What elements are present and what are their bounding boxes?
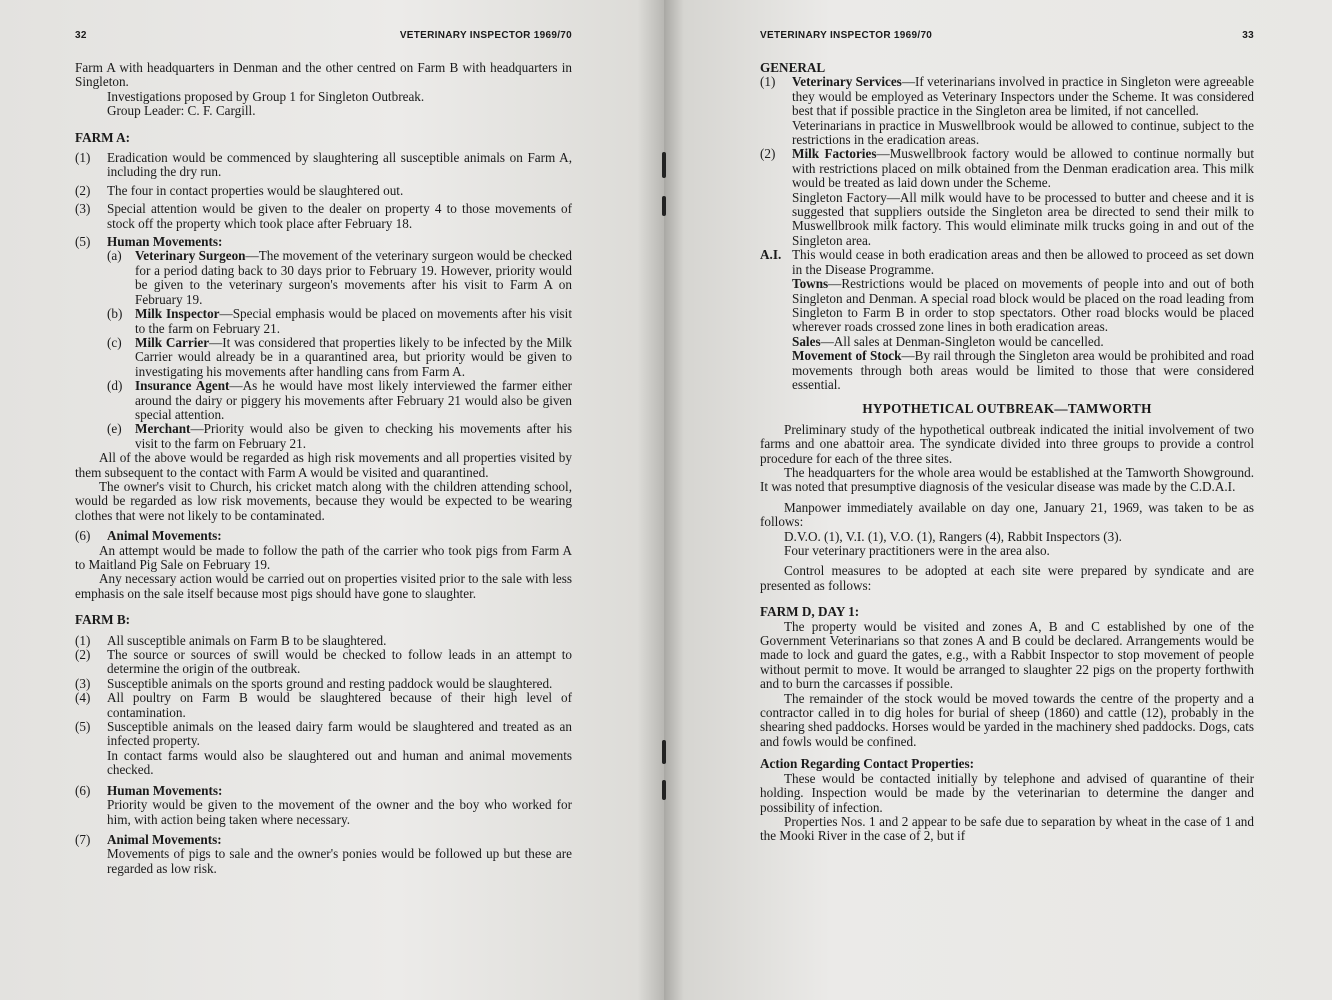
section-heading: HYPOTHETICAL OUTBREAK—TAMWORTH <box>862 401 1152 417</box>
paragraph: Properties Nos. 1 and 2 appear to be safe due to separation by wheat in the case of 1 and the Mooki River in the case of 2, but if <box>760 813 1254 844</box>
paragraph: Any necessary action would be carried out on properties visited prior to the sale with less emphasis on the sale itself because most pigs should have gone to slaughter. <box>75 571 572 601</box>
list-item: (5) Human Movements: <box>75 235 572 249</box>
running-header <box>760 30 1254 41</box>
staple-mark <box>662 780 666 800</box>
paragraph: In contact farms would also be slaughtered out and human and animal movements checked. <box>107 747 572 778</box>
list-item: (7) Animal Movements: <box>75 833 572 847</box>
paragraph: Towns—Restrictions would be placed on movements of people into and out of both Singleton and Denman. A special road block would be placed on the road leading from Singleton to Farm B in order to stop spectators. Other road blocks would be placed wherever roads crossed zone lines in both eradication areas. <box>792 276 1254 335</box>
list-item: (1) Veterinary Services—If veterinarians involved in practice in Singleton were agreeable they would be employed as Veterinary Inspectors under the Scheme. It was considered best that if possible practice in the Singleton area be limited, if not cancelled. <box>760 74 1254 119</box>
list-item: (1) Eradication would be commenced by slaughtering all susceptible animals on Farm A, including the dry run. <box>75 150 572 180</box>
list-item: (3) Susceptible animals on the sports ground and resting paddock would be slaughtered. <box>75 675 553 691</box>
staple-mark <box>662 152 666 178</box>
list-item: (5) Susceptible animals on the leased dairy farm would be slaughtered and treated as an infected property. <box>75 719 572 749</box>
running-header <box>75 30 572 41</box>
subheading: Animal Movements: <box>107 528 222 544</box>
subheading: Human Movements: <box>107 234 223 250</box>
paragraph: Preliminary study of the hypothetical outbreak indicated the initial involvement of two farms and one abattoir area. The syndicate divided into three groups to provide a control procedure for each of the three sites. <box>760 421 1254 466</box>
list-item: (4) All poultry on Farm B would be slaughtered because of their high level of contamination. <box>75 690 572 720</box>
list-item: (2) The four in contact properties would be slaughtered out. <box>75 182 404 198</box>
paragraph: All of the above would be regarded as high risk movements and all properties visited by them subsequent to the contact with Farm A would be visited and quarantined. <box>75 450 572 480</box>
paragraph: Sales—All sales at Denman-Singleton would be cancelled. <box>792 333 1104 349</box>
list-item: A.I. This would cease in both eradication areas and then be allowed to proceed as set down in the Disease Programme. <box>760 247 1254 277</box>
paragraph: Priority would be given to the movement of the owner and the boy who worked for him, with action being taken where necessary. <box>107 797 572 827</box>
paragraph: The property would be visited and zones A, B and C established by one of the Government Veterinarians so that zones A and B could be declared. Arrangements would be made to lock and guard the gates, e.g., with a Rabbit Inspector to stop movement of people without permit to move. It would be arranged to slaughter 22 pigs on the property forthwith and to burn the carcasses if possible. <box>760 618 1254 692</box>
paragraph: The remainder of the stock would be moved towards the centre of the property and a contractor called in to dig holes for burial of sheep (1860) and cattle (12), probably in the shearing shed paddocks. Horses would be yarded in the machinery shed paddocks. Dogs, cats and fowls would be confined. <box>760 690 1254 749</box>
section-heading: FARM D, DAY 1: <box>760 604 860 620</box>
list-item: (2) Milk Factories—Muswellbrook factory would be allowed to continue normally but with restrictions placed on milk obtained from the Denman eradication area. This milk would be treated as laid down under the Scheme. <box>760 146 1254 191</box>
paragraph: The owner's visit to Church, his cricket match along with the children attending school, would be regarded as low risk movements, because they would be expected to be wearing clothes that were not likely to be contaminated. <box>75 478 572 523</box>
list-item: (1) All susceptible animals on Farm B to be slaughtered. <box>75 632 387 648</box>
subheading: Human Movements: <box>107 782 223 798</box>
left-body <box>75 61 572 876</box>
paragraph: Investigations proposed by Group 1 for Singleton Outbreak. <box>107 88 425 104</box>
subheading: Animal Movements: <box>107 831 222 847</box>
paragraph: These would be contacted initially by telephone and advised of quarantine of their holding. Inspection would be made by the veterinarian to determine the danger and possibility of infection. <box>760 770 1254 815</box>
paragraph: Control measures to be adopted at each site were prepared by syndicate and are presented as follows: <box>760 563 1254 593</box>
page-number: 33 <box>1242 30 1254 41</box>
paragraph: Movement of Stock—By rail through the Singleton area would be prohibited and road movements through both areas would be limited to those that were considered essential. <box>792 348 1255 392</box>
section-heading: FARM B: <box>75 612 131 628</box>
paragraph: Manpower immediately available on day one, January 21, 1969, was taken to be as follows: <box>760 499 1254 530</box>
paragraph: Veterinarians in practice in Muswellbrook would be allowed to continue, subject to the restrictions in the eradication areas. <box>792 117 1254 148</box>
sub-item: (e) Merchant—Priority would also be given to checking his movements after his visit to the farm on February 21. <box>107 421 572 451</box>
paragraph: Four veterinary practitioners were in the area also. <box>784 543 1050 558</box>
sub-item: (d) Insurance Agent—As he would have most likely interviewed the farmer either around the dairy or piggery his movements after February 21 would also be given special attention. <box>107 378 572 422</box>
sub-item: (a) Veterinary Surgeon—The movement of the veterinary surgeon would be checked for a period dating back to 30 days prior to February 19. However, priority would be given to the veterinary surgeon's movements after his visit to Farm A on February 19. <box>107 248 573 307</box>
staple-mark <box>662 740 666 764</box>
paragraph: D.V.O. (1), V.I. (1), V.O. (1), Rangers (4), Rabbit Inspectors (3). <box>784 528 1122 544</box>
section-heading: GENERAL <box>760 60 826 75</box>
list-item: (2) The source or sources of swill would be checked to follow leads in an attempt to determine the origin of the outbreak. <box>75 647 572 677</box>
right-body <box>760 61 1254 844</box>
staple-mark <box>662 196 666 216</box>
section-heading: FARM A: <box>75 129 131 145</box>
paragraph: Singleton Factory—All milk would have to be processed to butter and cheese and it is suggested that suppliers outside the Singleton area be directed to send their milk to Muswellbrook milk factory. This would eliminate milk trucks going in and out of the Singleton area. <box>792 189 1254 248</box>
running-head-title: VETERINARY INSPECTOR 1969/70 <box>399 30 572 41</box>
sub-item: (c) Milk Carrier—It was considered that properties likely to be infected by the Milk Carrier would already be in a quarantined area, but priority would be given to investigating his movements after handling cans from Farm A. <box>107 334 573 379</box>
paragraph: Group Leader: C. F. Cargill. <box>107 103 256 119</box>
sub-item: (b) Milk Inspector—Special emphasis would be placed on movements after his visit to the farm on February 21. <box>107 306 572 336</box>
list-item: (6) Human Movements: <box>75 784 572 798</box>
left-page <box>0 0 664 1000</box>
paragraph: Farm A with headquarters in Denman and the other centred on Farm B with headquarters in Singleton. <box>75 60 572 90</box>
right-page <box>664 0 1332 1000</box>
paragraph: Movements of pigs to sale and the owner's ponies would be followed up but these are regarded as low risk. <box>107 846 572 876</box>
page-number: 32 <box>75 30 87 41</box>
paragraph: The headquarters for the whole area would be established at the Tamworth Showground. It was noted that presumptive diagnosis of the vesicular disease was made by the C.D.A.I. <box>760 464 1254 495</box>
section-heading: Action Regarding Contact Properties: <box>760 756 975 772</box>
paragraph: An attempt would be made to follow the path of the carrier who took pigs from Farm A to Maitland Pig Sale on February 19. <box>75 542 572 572</box>
running-head-title: VETERINARY INSPECTOR 1969/70 <box>760 30 933 41</box>
list-item: (6) Animal Movements: <box>75 529 572 543</box>
list-item: (3) Special attention would be given to the dealer on property 4 to those movements of stock off the property which took place after February 18. <box>75 201 572 231</box>
